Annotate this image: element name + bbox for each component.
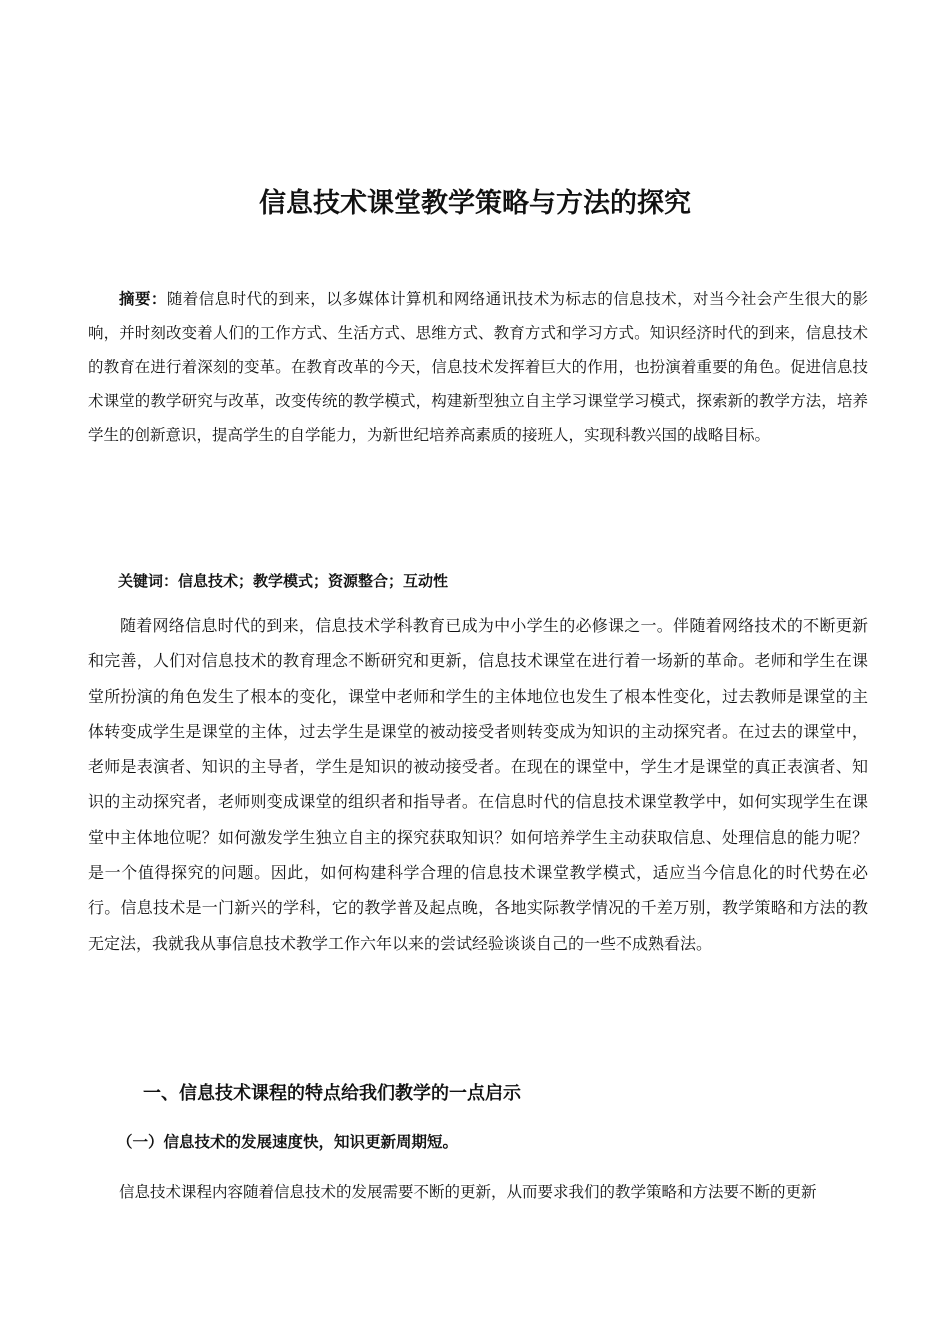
subsection-paragraph: 信息技术课程内容随着信息技术的发展需要不断的更新，从而要求我们的教学策略和方法要不断的更新 [119, 1183, 817, 1201]
abstract-paragraph [88, 282, 868, 452]
intro-paragraph: 随着网络信息时代的到来，信息技术学科教育已成为中小学生的必修课之一。伴随着网络技术的不断更新和完善，人们对信息技术的教育理念不断研究和更新，信息技术课堂在进行着一场新的革命。老师和学生在课堂所扮演的角色发生了根本的变化，课堂中老师和学生的主体地位也发生了根本性变化，过去教师是课堂的主体转变成学生是课堂的主体，过去学生是课堂的被动接受者则转变成为知识的主动探究者。在过去的课堂中，老师是表演者、知识的主导者，学生是知识的被动接受者。在现在的课堂中，学生才是课堂的真正表演者、知识的主动探究者，老师则变成课堂的组织者和指导者。在信息时代的信息技术课堂教学中，如何实现学生在课堂中主体地位呢？如何激发学生独立自主的探究获取知识？如何培养学生主动获取信息、处理信息的能力呢？是一个值得探究的问题。因此，如何构建科学合理的信息技术课堂教学模式，适应当今信息化的时代势在必行。信息技术是一门新兴的学科，它的教学普及起点晚，各地实际教学情况的千差万别，教学策略和方法的教无定法，我就我从事信息技术教学工作六年以来的尝试经验谈谈自己的一些不成熟看法。 [88, 616, 868, 953]
abstract-label: 摘要： [119, 290, 167, 308]
abstract-text: 随着信息时代的到来，以多媒体计算机和网络通讯技术为标志的信息技术，对当今社会产生很大的影响，并时刻改变着人们的工作方式、生活方式、思维方式、教育方式和学习方式。知识经济时代的到来，信息技术的教育在进行着深刻的变革。在教育改革的今天，信息技术发挥着巨大的作用，也扮演着重要的角色。促进信息技术课堂的教学研究与改革，改变传统的教学模式，构建新型独立自主学习课堂学习模式，探索新的教学方法，培养学生的创新意识，提高学生的自学能力，为新世纪培养高素质的接班人，实现科教兴国的战略目标。 [88, 290, 868, 444]
document-title: 信息技术课堂教学策略与方法的探究 [259, 188, 691, 219]
section-heading: 一、信息技术课程的特点给我们教学的一点启示 [143, 1083, 521, 1104]
keywords-line: 关键词：信息技术；教学模式；资源整合；互动性 [118, 572, 449, 590]
subsection-heading: （一）信息技术的发展速度快，知识更新周期短。 [117, 1133, 459, 1151]
